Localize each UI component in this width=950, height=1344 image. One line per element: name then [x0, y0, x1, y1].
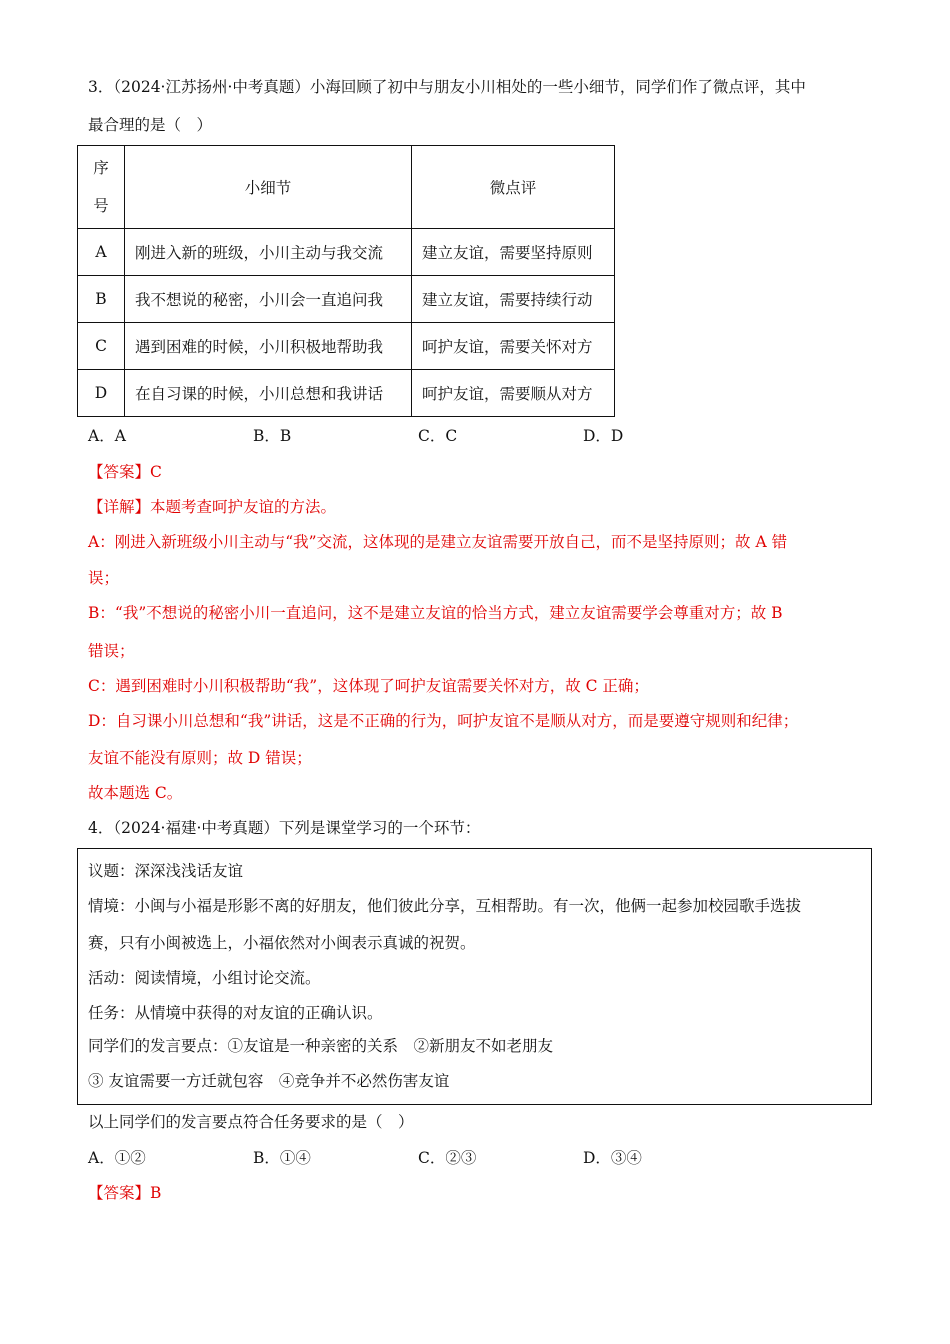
q3-explain-line: 错误； — [88, 642, 135, 660]
box-line: 同学们的发言要点：①友谊是一种亲密的关系 ②新朋友不如老朋友 — [88, 1037, 554, 1055]
header-detail: 小细节 — [125, 146, 412, 229]
q3-explain-line: 友谊不能没有原则；故 D 错误； — [88, 749, 312, 767]
cell-comment: 建立友谊，需要坚持原则 — [412, 229, 615, 276]
q4-answer: 【答案】B — [88, 1184, 162, 1202]
cell-comment: 呵护友谊，需要顺从对方 — [412, 370, 615, 417]
box-line: 任务：从情境中获得的对友谊的正确认识。 — [88, 1004, 383, 1022]
cell-comment: 呵护友谊，需要关怀对方 — [412, 323, 615, 370]
q4-stem-line1: 4．（2024·福建·中考真题）下列是课堂学习的一个环节： — [88, 819, 481, 837]
header-seq-top: 序 — [93, 159, 109, 177]
cell-detail: 在自习课的时候，小川总想和我讲话 — [125, 370, 412, 417]
cell-detail: 遇到困难的时候，小川积极地帮助我 — [125, 323, 412, 370]
q4-option-d: D．③④ — [583, 1149, 642, 1167]
q3-option-b: B．B — [253, 427, 292, 445]
q3-explain-line: 故本题选 C。 — [88, 784, 183, 802]
box-line: 活动：阅读情境，小组讨论交流。 — [88, 969, 321, 987]
q3-explain-line: 误； — [88, 569, 120, 587]
box-line: ③ 友谊需要一方迁就包容 ④竞争并不必然伤害友谊 — [88, 1072, 450, 1090]
q4-question: 以上同学们的发言要点符合任务要求的是（ ） — [88, 1113, 414, 1131]
table-row — [78, 229, 615, 276]
box-line: 赛，只有小闽被选上，小福依然对小闽表示真诚的祝贺。 — [88, 934, 476, 952]
q3-stem-line2: 最合理的是（ ） — [88, 116, 213, 134]
q3-option-c: C．C — [418, 427, 458, 445]
q3-explain-line: C：遇到困难时小川积极帮助“我”，这体现了呵护友谊需要关怀对方，故 C 正确； — [88, 677, 649, 695]
q3-explain-line: A：刚进入新班级小川主动与“我”交流，这体现的是建立友谊需要开放自己，而不是坚持原则；故 A 错 — [88, 533, 788, 551]
table-row — [78, 323, 615, 370]
q3-answer: 【答案】C — [88, 463, 162, 481]
table-header-row — [78, 146, 615, 229]
q4-option-c: C．②③ — [418, 1149, 477, 1167]
header-comment: 微点评 — [412, 146, 615, 229]
header-seq — [78, 146, 125, 229]
q3-option-a: A．A — [88, 427, 126, 445]
cell-seq: D — [78, 370, 125, 417]
cell-seq: C — [78, 323, 125, 370]
q3-table — [77, 145, 615, 417]
header-seq-bottom: 号 — [93, 197, 109, 215]
cell-detail: 我不想说的秘密，小川会一直追问我 — [125, 276, 412, 323]
cell-detail: 刚进入新的班级，小川主动与我交流 — [125, 229, 412, 276]
q3-explain-line: B：“我”不想说的秘密小川一直追问，这不是建立友谊的恰当方式，建立友谊需要学会尊重对方；故 B — [88, 604, 783, 622]
cell-comment: 建立友谊，需要持续行动 — [412, 276, 615, 323]
q4-option-a: A．①② — [88, 1149, 146, 1167]
q3-explain-line: D：自习课小川总想和“我”讲话，这是不正确的行为，呵护友谊不是顺从对方，而是要遵守规则和纪律； — [88, 712, 799, 730]
box-line: 情境：小闽与小福是形影不离的好朋友，他们彼此分享，互相帮助。有一次，他俩一起参加校园歌手选拔 — [88, 897, 802, 915]
q3-stem-line1: 3．（2024·江苏扬州·中考真题）小海回顾了初中与朋友小川相处的一些小细节，同学们作了微点评，其中 — [88, 78, 806, 96]
box-line: 议题：深深浅浅话友谊 — [88, 862, 244, 880]
q4-option-b: B．①④ — [253, 1149, 311, 1167]
table-row — [78, 276, 615, 323]
q3-option-d: D．D — [583, 427, 624, 445]
table-row — [78, 370, 615, 417]
cell-seq: A — [78, 229, 125, 276]
cell-seq: B — [78, 276, 125, 323]
q4-context-box — [77, 848, 872, 1105]
q3-explain-line: 【详解】本题考查呵护友谊的方法。 — [88, 498, 337, 516]
